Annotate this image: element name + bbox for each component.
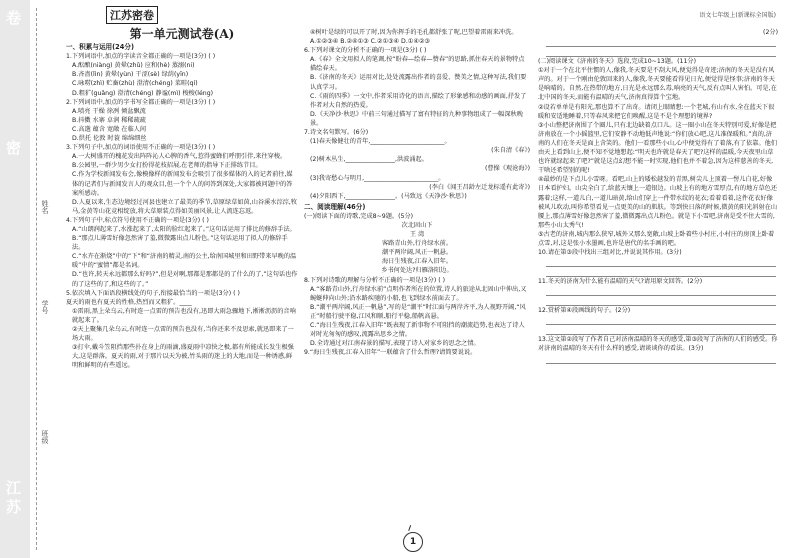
option-text: (2)树木丛生,________________,洪波涌起。: [310, 156, 428, 164]
binding-margin: [0, 0, 62, 558]
question: 7.诗文名句默写。(6分): [304, 129, 369, 137]
side-band: [0, 0, 30, 558]
option-text: D.《天净沙·秋思》中前三句通过描写了富有特征的九种事物组成了一幅深秋晚景。: [310, 110, 523, 127]
option-text: B.“那点儿薄雪好像忽然害了羞,微微露出点儿粉色。”这句话运用了拟人的修辞手法。: [72, 235, 288, 252]
option-text: D.粗犷(guǎng) 澄清(chéng) 静谧(mì) 梭梭(léng): [72, 89, 214, 97]
option-text: A.“山朗润起来了,水涨起来了,太阳的脸红起来了。”这句话运用了排比的修辞手法。: [72, 225, 296, 233]
poem-line: 客路青山外,行舟绿水前。: [381, 240, 453, 248]
page-title: 第一单元测试卷(A): [129, 27, 235, 41]
option-text: C.“水卉在渐烧”中的“下”和“济南的精灵,南的公主,给南国城里和田野带来早晚的温暖”中的“蜜情”都是名词。: [72, 253, 297, 270]
paragraph: (一)阅读下面的诗歌,完成8~9题。(5分): [304, 212, 414, 220]
option-text: D.“也许,转天永远都那么好吗?”,但是对啊,那都是那都是的了什么的了,”这句话也作的了这些的了,和这些的了。”: [72, 271, 298, 288]
option-text: ②天上聚集几朵乌云,有时连一点雷的预告也没有,当你还来不及思索,就迅即来了一场大雨。: [72, 326, 294, 343]
option-text: D.人夏以来,生态边境经过河县也建立了最美的季节,草原绿草如茵,山谷溪水淙淙,牧马,金黄等山花竞相绽放,将大草原装点得如美丽风景,让人流连忘返。: [72, 198, 297, 215]
student-id-label: 学号: [41, 300, 49, 314]
section-heading: 二、阅读理解(46分): [304, 202, 366, 211]
question: 5.依次填入下面语段横线处的句子,衔接最恰当的一项是(3分) ( ): [66, 289, 240, 297]
side-text-bottom: 江苏: [4, 480, 22, 518]
source-note: (曹操《观沧海》): [484, 165, 530, 173]
option-text: C.《雨的四季》一文中,作者采用诗化的语言,描绘了形象感和动感的画面,抒发了作者对大自然的热爱。: [310, 92, 527, 109]
option-text: A.酝酿(niàng) 黄晕(zhǔ) 应和(hè) 蒸溺(ni): [72, 62, 195, 70]
brand-logo: 江苏密卷: [106, 6, 158, 24]
option-text: B.抖擞 水寨 卓润 稀稀疏疏: [72, 116, 146, 124]
option-text: C.高邈 蕴含 宽敞 在临人间: [72, 125, 147, 133]
class-label: 班级: [41, 430, 49, 444]
answer-line[interactable]: [546, 37, 776, 47]
answer-line[interactable]: [546, 47, 776, 57]
option-text: B.公园里,一群少男少女打扮得花枝招展,在老师的指导下正排练节目。: [72, 162, 262, 170]
option-text: (1)春天像健壮的青年,________________________。: [310, 138, 451, 146]
question: 1.下列词语中,加点的字读音全都正确的一项是(3分) ( ): [66, 53, 216, 61]
section-heading: 一、积累与运用(24分): [66, 43, 134, 52]
option-text: A.一大树盛开的槐花发出阵阵沁人心脾的香气,惹得蜜蜂们呼朋引伴,来往穿梭。: [72, 153, 287, 161]
paragraph: ①对于一个在北平住惯的人,像我,冬天要是不刮大风,便觉得是奇迹;济南的冬天是没有风声的。对于一个刚由伦敦回来的人,像我,冬天要能看得见日光,便觉得是怪事;济南的冬天是响晴的。自然,在热带的地方,日光是永远那么毒,响亮的天气,反有点叫人害怕。可是,在北中国的冬天,而能有温晴的天气,济南真得算个宝地。: [538, 67, 777, 102]
poem-line: 海日生残夜,江春入旧年。: [381, 258, 453, 266]
answer-line[interactable]: [546, 315, 776, 325]
paragraph: ②设若单单是有阳光,那也算不了出奇。请闭上眼睛想:一个老城,有山有水,全在蓝天下很暖和安适地睡着,只等春风来把它们唤醒,这是不是个理想的境界?: [538, 103, 775, 120]
paragraph: 夏天的雨也有夏天的性格,热烈而又粗犷。____: [66, 298, 192, 306]
answer-line[interactable]: [546, 325, 776, 335]
option-text: B.《济南的冬天》运用对比,处处流露出作者的喜爱、赞美之情,这种写法,我们要认真学习。: [310, 74, 527, 91]
option-text: ①雷雨,黑上朵乌云,有时连一点雷的预告也没有,迅即大雨急骤地下,淅淅沥沥的音响就起来了。: [72, 307, 296, 324]
option-text: A.《春》全文用拟人的笔调,按“盼春—绘春—赞春”的思路,抓住春天的景物特点描绘春天。: [310, 56, 525, 73]
poem-line: 乡书何处达?归雁洛阳边。: [381, 267, 453, 275]
page-header: [66, 4, 782, 26]
column-1: [66, 28, 298, 370]
question: 11.冬天的济南为什么能有温晴的天气?请用原文回答。(2分): [538, 278, 703, 286]
question: 13.这文第②段写了作者自己对济南温晴的冬天的感受,第③段写了济南的人们的感受。你对济南的温晴的冬天有什么样的感受,请谈谈你的看法。(3分): [538, 336, 778, 353]
column-3: [538, 28, 778, 364]
poem-line: 潮平两岸阔,风正一帆悬。: [381, 249, 453, 257]
answer-line[interactable]: [546, 296, 776, 306]
source-note: (李白《闻王昌龄左迁龙标遥有此寄》): [429, 183, 530, 191]
answer-line[interactable]: [546, 267, 776, 277]
option-text: A.喷亮 干燥 徐冽 倾盆飘流: [72, 107, 146, 115]
option-text: A.①②③④ B.②④①③ C.②①③④ D.①④②③: [310, 38, 430, 46]
question: 6.下列对课文的分析不正确的一项是(3分) ( ): [304, 47, 427, 55]
answer-line[interactable]: [546, 354, 776, 364]
option-text: A.“客路青山外,行舟绿水前”点明作者所在的位置,诗人的旅途从北固山中伸出,又蜿蜒伸向山外;沿水路疾驰的小船,也飞到绿水前面去了。: [310, 285, 527, 302]
paragraph: ④最妙的是下点儿小雪呀。看吧,山上的矮松越发的青黑,树尖儿上顶着一髻儿白花,好像日本看护妇。山尖全白了,给蓝天镶上一道银边。山坡上有的地方雪厚点,有的地方草色还露着;这样,一道儿白,一道儿暗黄,给山们穿上一件带水纹的花衣;看着看着,这件花衣好像被风儿吹动,叫你希望看见一点更美的山的肌肤。等到快日落的时候,微黄的阳光斜射在山腰上,那点薄雪好像忽然害了羞,微微露出点儿粉色。就是下小雪吧,济南是受不住大雪的,那些小山太秀气!: [538, 176, 778, 229]
poem-line: 次北固山下: [401, 221, 433, 229]
name-label: 姓名: [41, 200, 49, 214]
option-text: C.咏唠(zhì) 贮畜(zhù) 澄清(chéng) 菜畦(qí): [72, 80, 198, 88]
option-text: C.作为学校新闻发布会,像模像样的新闻发布会吸引了很多媒体的入的记者前往,媒体的记者们与新闻发言人的观众目,但一个个人的问答到深处,大家都被问题中的答案所感动。: [72, 171, 293, 197]
option-text: (3)我寄愁心与明月,________________________。: [310, 174, 445, 182]
question: 9.“海日生残夜,江春入旧年”一联蕴含了什么哲理?请简要说说。: [304, 349, 477, 357]
option-text: B.“潮平两岸阔,风正一帆悬”,写的是“潮平”时江面与两岸齐平,为人视野开阔,“风正”时船行驶平稳,江风和顺,船行平稳,船帆高悬。: [310, 303, 526, 320]
option-text: ③打伞,戴斗笠阻挡那些扑在身上的雨滴,盛夏雨中凉快之极,都有所能成长发生极强大,这是群落。夏天的雨,对于那片以天为被,竹头雨的迷上的大地,而是一种诱惑,鲜明和鲜明的有些遥远。: [72, 344, 294, 370]
source-note: (朱自清《春》): [491, 147, 530, 155]
option-text: D.全诗通过对江南春景的描写,表现了诗人对家乡的思念之情。: [310, 340, 480, 348]
option-text: (4)夕阳西下,________________。(马致远《天净沙·秋思》): [310, 192, 467, 200]
paragraph: ③小山整把济南围了个圈儿,只有北边缺着点口儿。这一圈小山在冬天特别可爱,好像是把济南放在一个小摇篮里,它们安静不动地低声地说:“你们放心吧,这儿准保暖和。”真的,济南的人们在冬天是面上含笑的。他们一看那些小山,心中便觉得有了着落,有了依靠。他们由天上看到山上,便不知不觉地想起:“明天也许就是春天了吧?这样的温暖,今天夜里山草也许就绿起来了吧?”就是这点幻想不能一时实现,他们也并不着急,因为这样慈善的冬天,干啥还希望别的呢!: [538, 121, 778, 175]
question: 3.下列句子中,加点的词语使用不正确的一项是(3分) ( ): [66, 144, 216, 152]
option-text: ④树叶是绿的可以开了时,因为你挥手的毛孔都舒张了呢,巴望着雷雨来冲洗。: [310, 29, 518, 36]
question: 8.下列对诗歌的理解与分析不正确的一项是(3分) ( ): [304, 276, 445, 284]
question: 10.请在第③段中找出三组对比,并说说其作用。(3分): [538, 249, 682, 257]
edition-label: 语文七年级上(新课标全国版): [699, 12, 776, 19]
option-text: C.“海日生残夜,江春入旧年”既表现了新事物不可阻挡的潮流趋势,也表达了诗人对时光匆匆的感叹,流露出思乡之情。: [310, 322, 525, 339]
option-text: B.吝啬(lìn) 黄晕(yùn) 干涩(sè) 绿荫(yīn): [72, 71, 189, 79]
side-text-top: 卷: [4, 10, 22, 29]
poem-line: 王 湾: [409, 231, 425, 239]
question: 2.下列词语中,加点的字书写全都正确的一项是(3分) ( ): [66, 98, 216, 106]
answer-line[interactable]: [546, 286, 776, 296]
answer-line[interactable]: [546, 257, 776, 267]
paragraph: ⑤古老的济南,城内那么狭窄,城外又那么宽敞,山坡上卧着些小村庄,小村庄的房顶上卧着点雪,对,这是张小水墨画,也许是唐代的名手画的吧。: [538, 230, 775, 247]
side-text-mid: 密: [4, 140, 22, 159]
paragraph: (二)阅读课文《济南的冬天》选段,完成10~13题。(11分): [538, 58, 696, 66]
source-note: (2分): [763, 29, 778, 36]
question: 12.赏析第④段画线的句子。(2分): [538, 307, 631, 315]
cut-line: [36, 8, 37, 550]
question: 4.下列句子中,标点符号使用不正确的一项是(3分) ( ): [66, 216, 209, 224]
column-2: [304, 28, 530, 357]
option-text: D.烘托 伦敦 时蓑 绵绵细丝: [72, 135, 147, 143]
page-number: 1: [403, 532, 423, 552]
